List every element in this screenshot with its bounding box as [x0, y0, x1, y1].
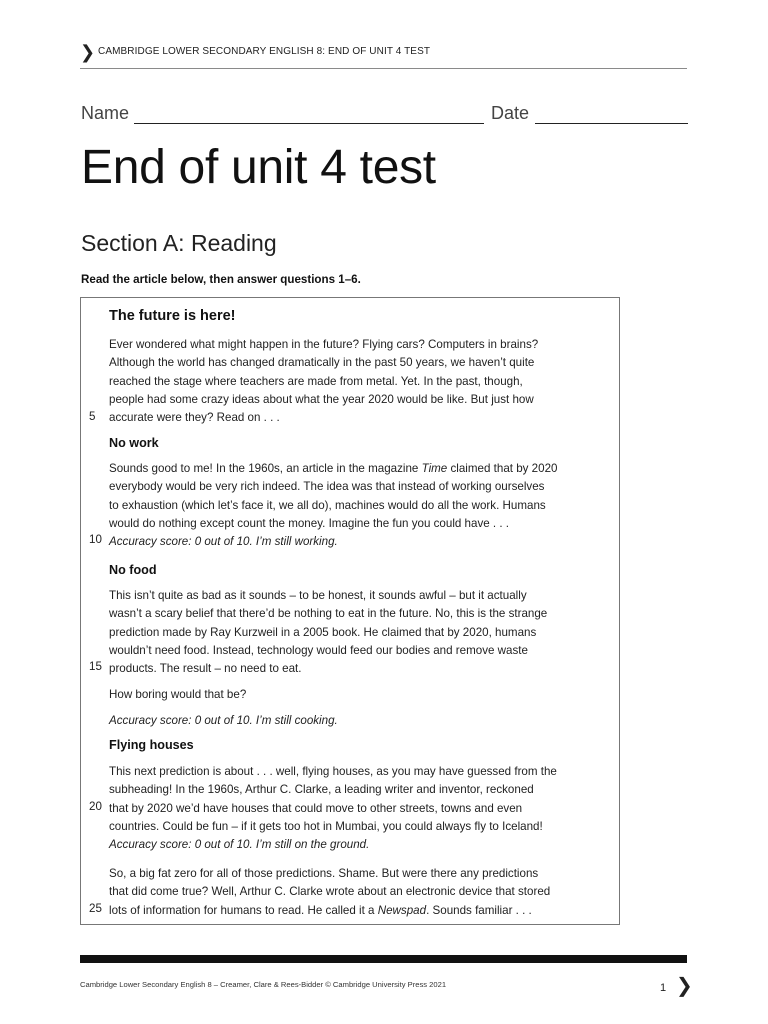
accuracy-score: Accuracy score: 0 out of 10. I’m still working. [109, 535, 338, 549]
article-title: The future is here! [109, 308, 236, 324]
subheading-flying-houses: Flying houses [109, 738, 194, 752]
date-field-line[interactable] [535, 123, 688, 124]
text-line: countries. Could be fun – if it gets too hot in Mumbai, you could always fly to Iceland! [109, 819, 543, 833]
page-number: 1 [660, 982, 667, 994]
running-header [80, 42, 687, 69]
subheading-no-work: No work [109, 436, 159, 450]
text-line: accurate were they? Read on . . . [109, 411, 280, 425]
no-food-question [109, 686, 619, 704]
text-line: that did come true? Well, Arthur C. Clarke wrote about an electronic device that stored [109, 885, 551, 899]
article-box [80, 297, 620, 925]
line-number-20: 20 [89, 800, 102, 813]
no-work-paragraph [109, 460, 619, 551]
name-date-row [81, 103, 688, 129]
text-line: would do nothing except count the money. Imagine the fun you could have . . . [109, 516, 510, 530]
text-line: This isn’t quite as bad as it sounds – to be honest, it sounds awful – but it actually [109, 589, 527, 602]
line-number-25: 25 [89, 902, 102, 915]
text-line: wouldn’t need food. Instead, technology would feed our bodies and remove waste [109, 643, 528, 657]
text-line: So, a big fat zero for all of those predictions. Shame. But were there any predictions [109, 867, 539, 880]
text-line: to exhaustion (which let’s face it, we all do), machines would do all the work. Humans [109, 498, 546, 512]
text-line: reached the stage where teachers are made from metal. Yet. In the past, though, [109, 374, 523, 388]
name-field-line[interactable] [134, 123, 484, 124]
intro-paragraph [109, 336, 619, 427]
line-number-5: 5 [89, 410, 96, 423]
text-line: subheading! In the 1960s, Arthur C. Clarke, a leading writer and inventor, reckoned [109, 783, 534, 797]
chevron-right-icon: ❯ [80, 42, 96, 62]
text-line: Although the world has changed dramatically in the past 50 years, we haven’t quite [109, 356, 535, 370]
instruction-text: Read the article below, then answer questions 1–6. [81, 273, 361, 286]
subheading-no-food: No food [109, 563, 157, 577]
running-header-text: CAMBRIDGE LOWER SECONDARY ENGLISH 8: END OF UNIT 4 TEST [98, 46, 431, 57]
section-heading: Section A: Reading [81, 230, 277, 256]
text-line: people had some crazy ideas about what the year 2020 would be like. But just how [109, 392, 534, 406]
date-label: Date [491, 103, 530, 123]
text-line: Ever wondered what might happen in the future? Flying cars? Computers in brains? [109, 338, 539, 351]
text-line: Sounds good to me! In the 1960s, an article in the magazine Time claimed that by 2020 [109, 462, 558, 475]
footer-rule [80, 955, 687, 963]
accuracy-score: Accuracy score: 0 out of 10. I’m still cooking. [109, 714, 338, 727]
no-food-paragraph [109, 587, 619, 678]
name-label: Name [81, 103, 130, 123]
line-number-15: 15 [89, 660, 102, 673]
no-food-score [109, 712, 619, 730]
text-line: everybody would be very rich indeed. The idea was that instead of working ourselves [109, 480, 545, 494]
page-title: End of unit 4 test [81, 141, 436, 194]
footer-copyright: Cambridge Lower Secondary English 8 – Creamer, Clare & Rees-Bidder © Cambridge University Press 2021 [80, 980, 447, 989]
accuracy-score: Accuracy score: 0 out of 10. I’m still on the ground. [109, 838, 370, 852]
text-line: How boring would that be? [109, 688, 247, 701]
text-line: This next prediction is about . . . well, flying houses, as you may have guessed from the [109, 765, 557, 778]
closing-paragraph [109, 865, 619, 920]
text-line: wasn’t a scary belief that there’d be nothing to eat in the future. No, this is the strange [109, 607, 548, 621]
next-page-chevron-icon[interactable]: ❯ [676, 975, 693, 997]
text-line: lots of information for humans to read. He called it a Newspad. Sounds familiar . . . [109, 903, 532, 917]
text-line: products. The result – no need to eat. [109, 662, 302, 676]
text-line: prediction made by Ray Kurzweil in a 2005 book. He claimed that by 2020, humans [109, 625, 537, 639]
flying-houses-paragraph [109, 763, 619, 854]
text-line: that by 2020 we’d have houses that could move to other streets, towns and even [109, 801, 523, 815]
line-number-10: 10 [89, 533, 102, 546]
